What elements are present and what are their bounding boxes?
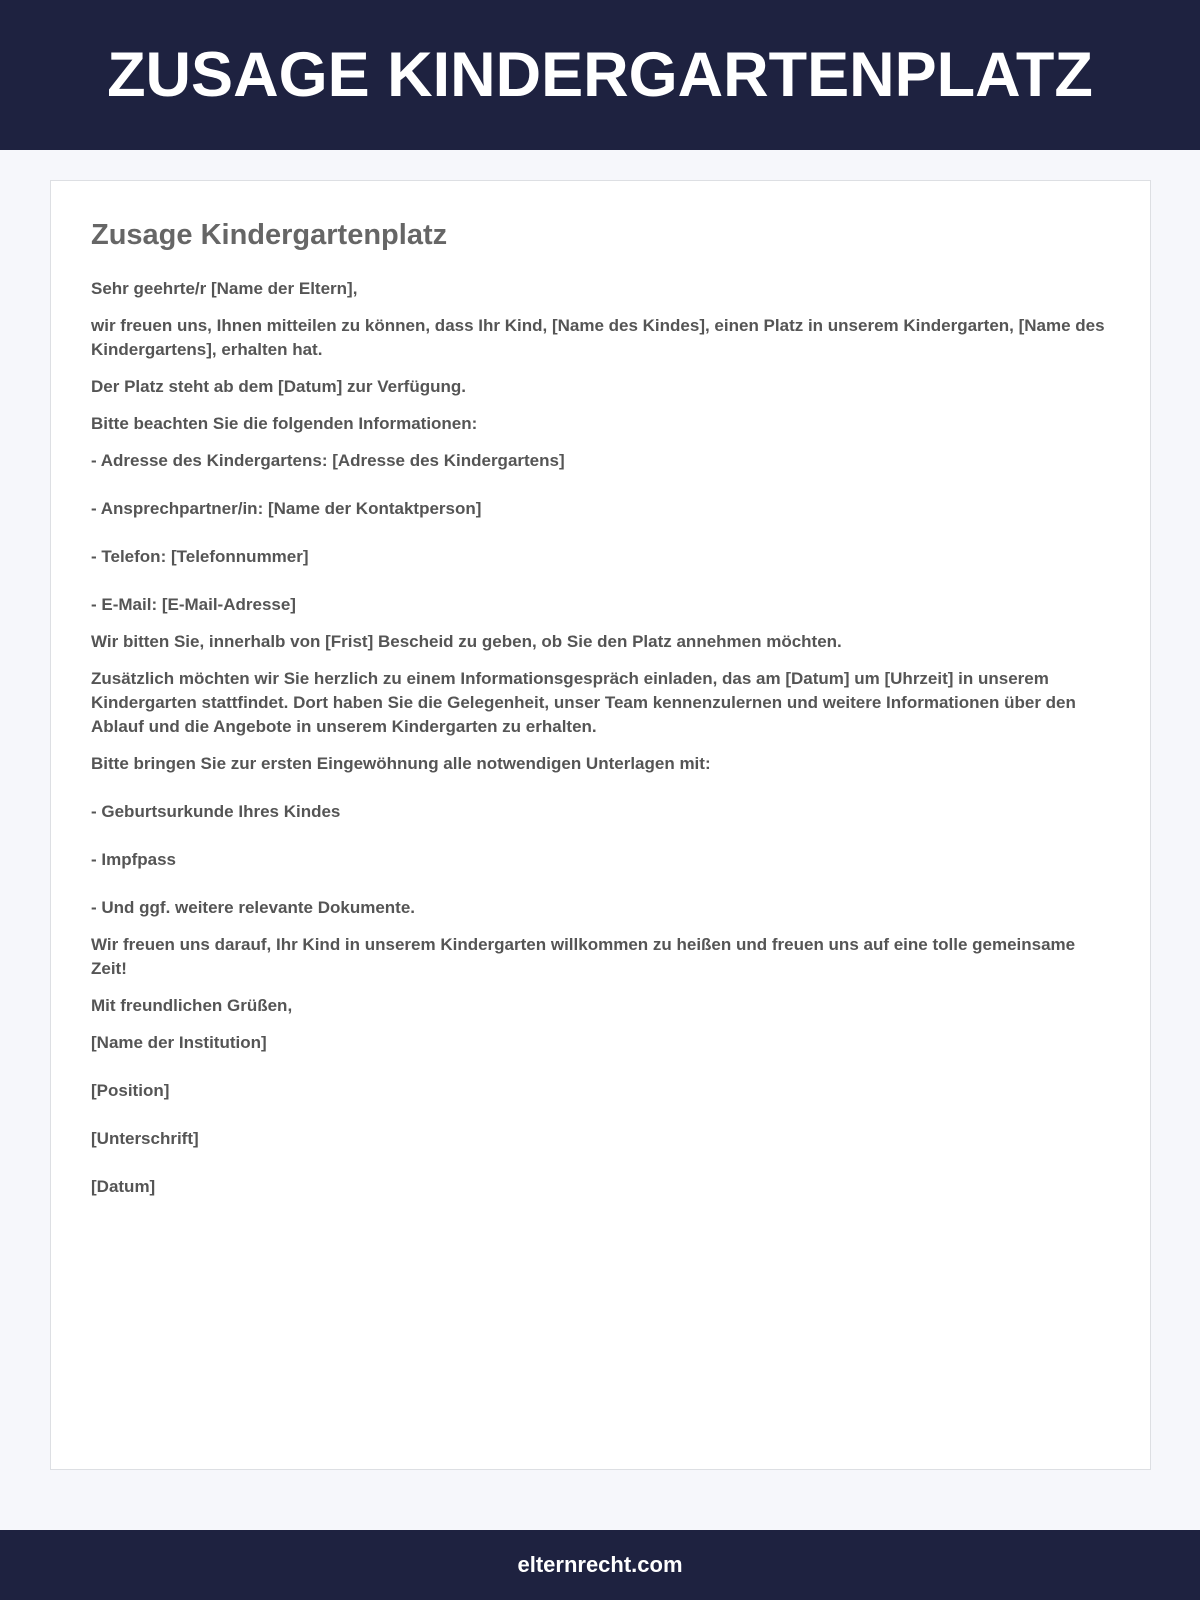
letter-title: Zusage Kindergartenplatz	[91, 219, 448, 251]
page-footer	[0, 1530, 1200, 1600]
signature-position: [Position]	[91, 1081, 170, 1100]
paragraph-documents-heading: Bitte bringen Sie zur ersten Eingewöhnung alle notwendigen Unterlagen mit:	[91, 754, 711, 773]
paragraph-closing: Mit freundlichen Grüßen,	[91, 996, 293, 1015]
page-header-title: ZUSAGE KINDERGARTENPLATZ	[107, 40, 1093, 110]
paragraph-deadline: Wir bitten Sie, innerhalb von [Frist] Bescheid zu geben, ob Sie den Platz annehmen möchten.	[91, 632, 842, 651]
signature-date: [Datum]	[91, 1177, 156, 1196]
footer-site-link[interactable]: elternrecht.com	[517, 1552, 683, 1577]
list-item-address: - Adresse des Kindergartens: [Adresse des Kindergartens]	[91, 451, 565, 470]
paragraph-welcome: Wir freuen uns darauf, Ihr Kind in unserem Kindergarten willkommen zu heißen und freuen uns auf eine tolle gemeinsame Zeit!	[91, 935, 1076, 978]
list-item-email: - E-Mail: [E-Mail-Adresse]	[91, 595, 296, 614]
list-item-phone: - Telefon: [Telefonnummer]	[91, 547, 309, 566]
paragraph-start-date: Der Platz steht ab dem [Datum] zur Verfügung.	[91, 377, 466, 396]
letter-card	[50, 180, 1151, 1470]
page-header	[0, 0, 1200, 150]
paragraph-salutation: Sehr geehrte/r [Name der Eltern],	[91, 279, 358, 298]
list-item-vaccination-card: - Impfpass	[91, 850, 177, 869]
paragraph-info-heading: Bitte beachten Sie die folgenden Informationen:	[91, 414, 478, 433]
paragraph-invitation: Zusätzlich möchten wir Sie herzlich zu einem Informationsgespräch einladen, das am [Datum] um [Uhrzeit] in unserem Kindergarten stattfindet. Dort haben Sie die Gelegenheit, unser Team kennenzulernen und weitere Informationen über den Ablauf und die Angebote in unserem Kindergarten zu erhalten.	[91, 669, 1076, 736]
signature-signature: [Unterschrift]	[91, 1129, 199, 1148]
list-item-birth-certificate: - Geburtsurkunde Ihres Kindes	[91, 802, 341, 821]
paragraph-intro: wir freuen uns, Ihnen mitteilen zu können, dass Ihr Kind, [Name des Kindes], einen Platz in unserem Kindergarten, [Name des Kindergartens], erhalten hat.	[91, 316, 1105, 359]
list-item-contact-person: - Ansprechpartner/in: [Name der Kontaktperson]	[91, 499, 482, 518]
content-area	[0, 150, 1200, 1530]
list-item-other-documents: - Und ggf. weitere relevante Dokumente.	[91, 898, 416, 917]
signature-institution: [Name der Institution]	[91, 1033, 267, 1052]
